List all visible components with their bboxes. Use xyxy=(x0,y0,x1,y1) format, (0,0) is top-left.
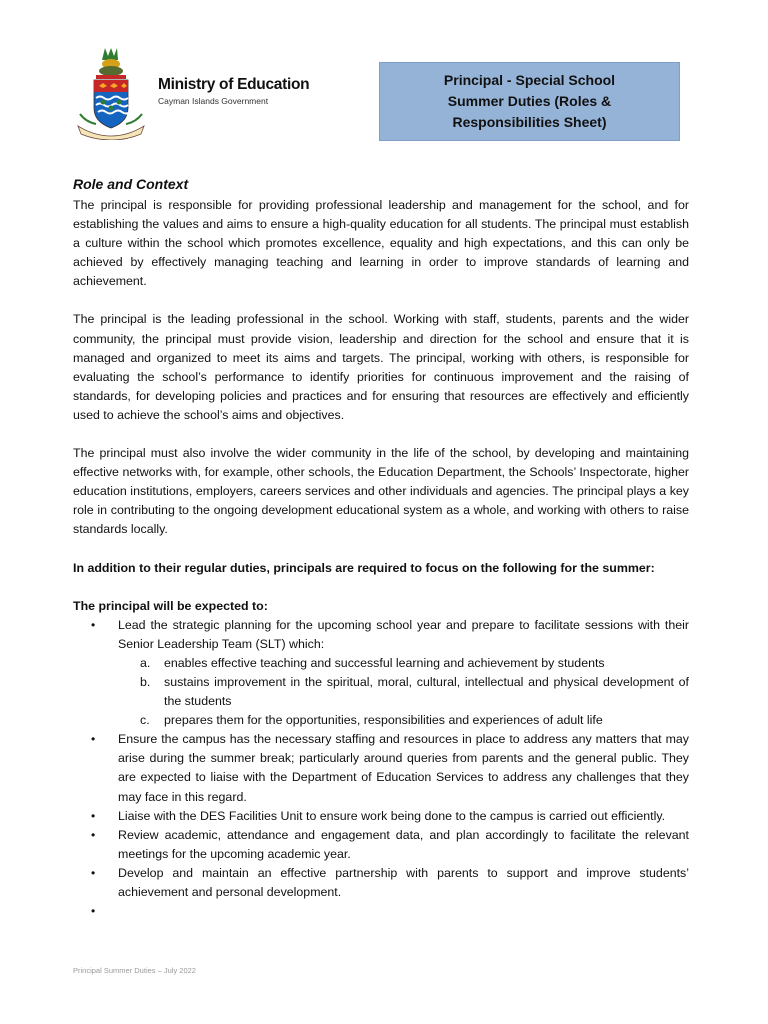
bullet-icon: • xyxy=(91,732,96,747)
bullet-icon: • xyxy=(91,865,96,880)
sub-list-item xyxy=(118,654,689,673)
list-item xyxy=(73,826,689,864)
ministry-logo-text xyxy=(158,76,309,107)
page-footer: Principal Summer Duties – July 2022 xyxy=(73,966,196,975)
duties-list xyxy=(73,616,689,921)
sub-list-item xyxy=(118,673,689,711)
sub-list-marker: c. xyxy=(140,713,150,728)
list-item-text: Liaise with the DES Facilities Unit to ensure work being done to the campus is carried out efficiently. xyxy=(118,808,666,823)
bullet-icon: • xyxy=(91,808,96,823)
bullet-icon: • xyxy=(91,904,96,919)
title-line: Responsibilities Sheet) xyxy=(452,114,607,130)
list-item-text: Review academic, attendance and engagement data, and plan accordingly to facilitate the relevant meetings for the upcoming academic year. xyxy=(118,827,689,861)
list-item xyxy=(73,616,689,731)
sub-list-marker: b. xyxy=(140,674,151,689)
paragraph: The principal is responsible for providing professional leadership and management for the school, and for establishing the values and aims to ensure a high-quality education for all students. The principal must establish a culture within the school which promotes excellence, equality and high expectations, and this can only be achieved by effectively managing teaching and learning in order to improve standards of learning and achievement. xyxy=(73,198,689,289)
summer-intro: In addition to their regular duties, principals are required to focus on the following for the summer: xyxy=(73,560,655,575)
document-title xyxy=(444,70,615,133)
ministry-subtitle: Cayman Islands Government xyxy=(158,96,269,106)
document-body xyxy=(73,175,689,921)
list-heading: The principal will be expected to: xyxy=(73,598,268,613)
paragraph: The principal is the leading professional in the school. Working with staff, students, parents and the wider community, the principal must provide vision, leadership and direction for the school and ensure that it is managed and organized to meet its aims and targets. The principal, working with others, is responsible for evaluating the school’s performance to identify priorities for continuous improvement and the raising of standards, for developing policies and practices and for ensuring that resources are effectively and efficiently used to achieve the school’s aims and objectives. xyxy=(73,312,689,422)
list-item-text: Lead the strategic planning for the upcoming school year and prepare to facilitate sessions with their Senior Leadership Team (SLT) which: xyxy=(118,617,689,651)
bullet-icon: • xyxy=(91,617,96,632)
section-heading: Role and Context xyxy=(73,176,189,192)
ministry-name: Ministry of Education xyxy=(158,76,310,93)
paragraph: The principal must also involve the wider community in the life of the school, by developing and maintaining effective networks with, for example, other schools, the Education Department, the Schools’ Inspectorate, higher education institutions, employers, careers services and other individuals and agencies. The principal plays a key role in contributing to the ongoing development educational system as a whole, and working with others to raise standards locally. xyxy=(73,446,689,537)
sub-list-item xyxy=(118,711,689,730)
list-item-text: Ensure the campus has the necessary staffing and resources in place to address any matters that may arise during the summer break; particularly around queries from parents and the general public. They are expected to liaise with the Department of Education Services to address any challenges that they may face in this regard. xyxy=(118,732,689,804)
document-title-box xyxy=(379,62,680,141)
list-item xyxy=(73,730,689,806)
title-line: Principal - Special School xyxy=(443,72,616,88)
sub-list-text: prepares them for the opportunities, responsibilities and experiences of adult life xyxy=(164,713,603,728)
title-line: Summer Duties (Roles & xyxy=(447,93,612,109)
sub-list-text: sustains improvement in the spiritual, moral, cultural, intellectual and physical development of the students xyxy=(164,674,689,709)
list-item xyxy=(73,807,689,826)
coat-of-arms-icon xyxy=(72,44,150,140)
list-item-empty xyxy=(73,902,689,921)
sub-list-text: enables effective teaching and successful learning and achievement by students xyxy=(164,655,605,670)
sub-list xyxy=(118,654,689,730)
list-item-text: Develop and maintain an effective partnership with parents to support and improve students’ achievement and personal development. xyxy=(118,865,689,899)
list-item xyxy=(73,864,689,902)
sub-list-marker: a. xyxy=(140,655,151,670)
bullet-icon: • xyxy=(91,827,96,842)
